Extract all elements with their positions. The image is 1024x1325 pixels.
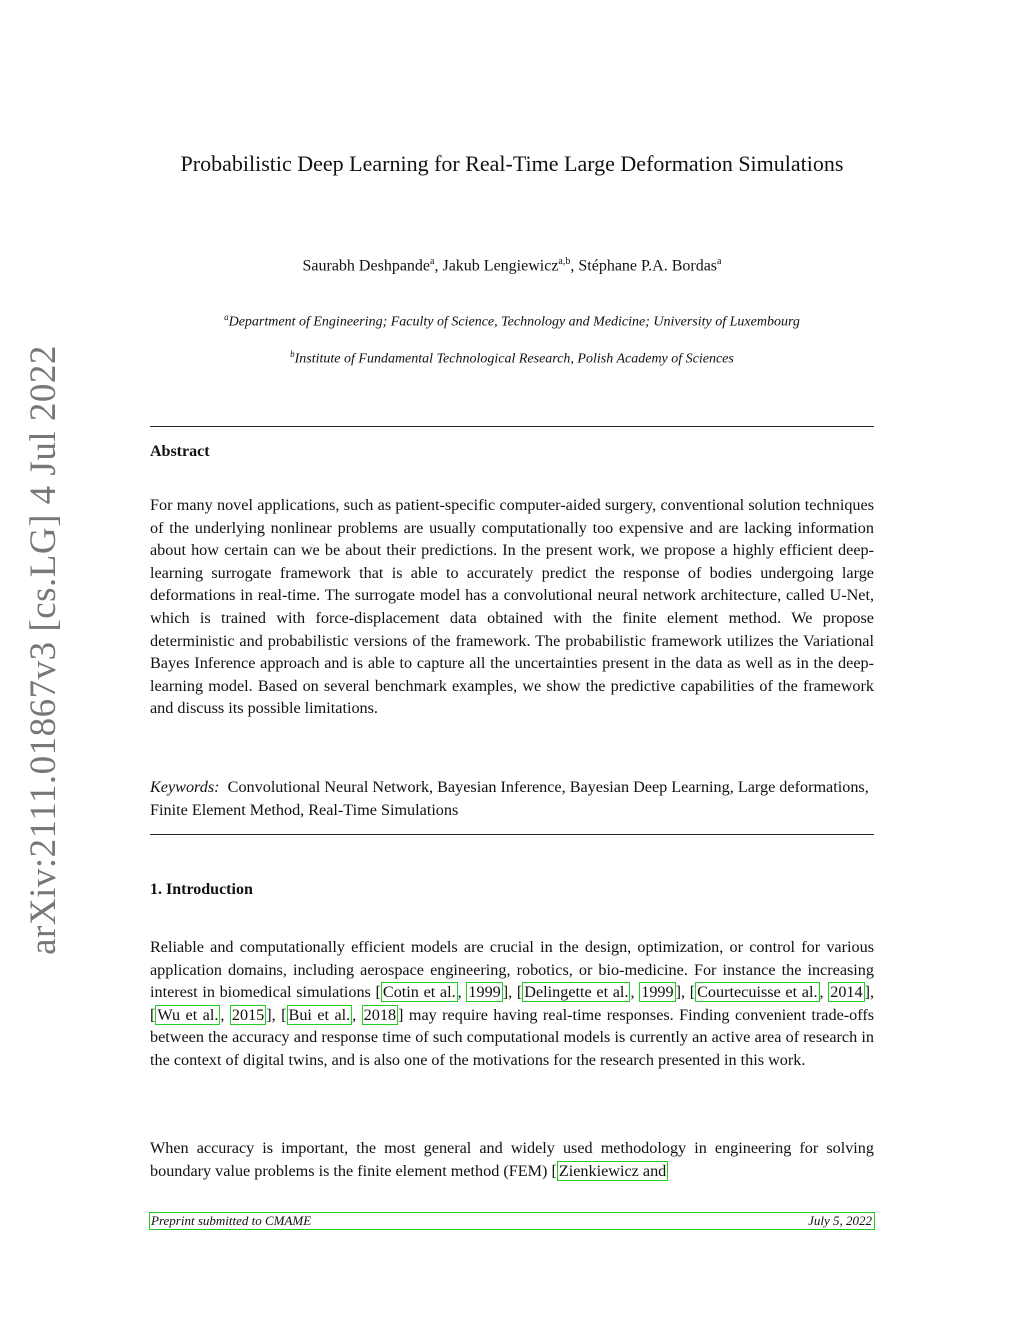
abstract-heading: Abstract <box>150 443 210 460</box>
paragraph-text: When accuracy is important, the most general and widely used methodology in engineering for solving boundary value problems is the finite element method (FEM) [ <box>150 1139 874 1180</box>
author-affiliation-mark: a,b <box>558 256 571 267</box>
affiliation-text: Department of Engineering; Faculty of Science, Technology and Medicine; University of Luxembourg <box>228 314 800 330</box>
arxiv-identifier[interactable]: arXiv:2111.01867v3 [cs.LG] 4 Jul 2022 <box>23 345 64 955</box>
affiliation-mark: b <box>290 349 295 359</box>
abstract-body: For many novel applications, such as patient-specific computer-aided surgery, conventional solution techniques of the underlying nonlinear problems are usually computationally too expensive and are lacking information about how certain can we be about their predictions. In the present work, we propose a highly efficient deep-learning surrogate framework that is able to accurately predict the response of bodies undergoing large deformations in real-time. The surrogate model has a convolutional neural network architecture, called U-Net, which is trained with force-displacement data obtained with the finite element method. We propose deterministic and probabilistic versions of the framework. The probabilistic framework utilizes the Variational Bayes Inference approach and is able to capture all the uncertainties present in the data as well as in the deep-learning model. Based on several benchmark examples, we show the predictive capabilities of the framework and discuss its possible limitations. <box>150 496 874 718</box>
citation-link[interactable]: Delingette et al. <box>524 983 629 1002</box>
author-affiliation-mark: a <box>717 256 722 267</box>
author-affiliation-mark: a <box>430 256 435 267</box>
abstract-top-rule <box>150 426 874 427</box>
citation-link[interactable]: Bui et al. <box>288 1005 351 1024</box>
author-name: Jakub Lengiewicz <box>442 257 559 275</box>
footer-date: July 5, 2022 <box>808 1213 872 1228</box>
affiliation-b <box>150 349 874 368</box>
affiliation-text: Institute of Fundamental Technological Research, Polish Academy of Sciences <box>294 351 734 367</box>
abstract-bottom-rule <box>150 834 874 835</box>
citation-link[interactable]: 2018 <box>363 1005 397 1024</box>
citation-link[interactable]: Wu et al. <box>157 1005 219 1024</box>
footer-link[interactable] <box>149 1212 875 1230</box>
footer-preprint-note: Preprint submitted to CMAME <box>151 1213 312 1228</box>
intro-paragraph-1: Reliable and computationally efficient models are crucial in the design, optimization, or control for various application domains, including aerospace engineering, robotics, or bio-medicine. For instance the increasing interest in biomedical simulations [ Cotin et al. , 1999 ], [ Delingette et al. , 1999 ], [ Courtecuisse et al. , 2014 ], [ Wu et al. , 2015 ], [ Bui et al. , 2018 ] may require having real-time responses. Finding convenient trade-offs between the accuracy and response time of such computational models is currently an active area of research in the context of digital twins, and is also one of the motivations for the research presented in this work. <box>150 938 875 1069</box>
paragraph-text: Reliable and computationally efficient models are crucial in the design, optimization, or control for various application domains, including aerospace engineering, robotics, or bio-medicine. For instance the increasing interest in biomedical simulations [ <box>150 938 874 1002</box>
keywords-text: Convolutional Neural Network, Bayesian Inference, Bayesian Deep Learning, Large deformations, Finite Element Method, Real-Time Simulations <box>150 778 869 819</box>
citation-link[interactable]: Zienkiewicz and <box>558 1161 667 1180</box>
citation-link[interactable]: Cotin et al. <box>382 983 456 1002</box>
keywords-label: Keywords: <box>150 778 220 796</box>
affiliation-a <box>150 312 874 331</box>
paper-title: Probabilistic Deep Learning for Real-Time Large Deformation Simulations <box>180 151 844 176</box>
citation-link[interactable]: 2015 <box>231 1005 265 1024</box>
citation-link[interactable]: Courtecuisse et al. <box>697 983 818 1002</box>
intro-paragraph-2 <box>150 1137 874 1182</box>
author-name: Stéphane P.A. Bordas <box>578 257 718 275</box>
citation-link[interactable]: 1999 <box>468 983 501 1002</box>
section-heading-introduction: 1. Introduction <box>150 881 253 898</box>
citation-link[interactable]: 2014 <box>830 983 863 1002</box>
citation-link[interactable]: 1999 <box>641 983 674 1002</box>
author-list: Saurabh Deshpande$^a$, Jakub Lengiewicz$^{a,b}$, Stéphane P.A. Bordas$^a$ <box>302 256 722 275</box>
affiliation-mark: a <box>224 312 229 322</box>
author-name: Saurabh Deshpande <box>302 257 431 275</box>
keywords <box>150 776 874 821</box>
paragraph-text: may require having real-time responses. Finding convenient trade-offs between the accuracy and response time of such computational models is currently an active area of research in the context of digital twins, and is also one of the motivations for the research presented in this work. <box>150 1005 875 1069</box>
